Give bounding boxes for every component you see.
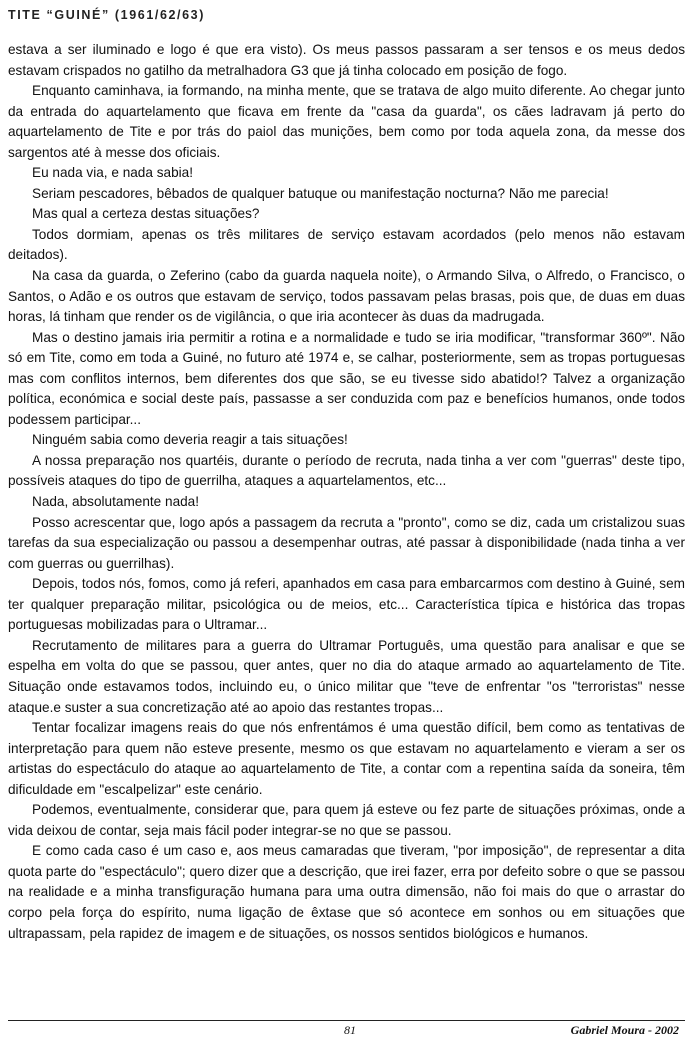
running-header: TITE “GUINÉ” (1961/62/63) — [8, 8, 206, 22]
footer-author: Gabriel Moura - 2002 — [570, 1023, 679, 1037]
paragraph: Seriam pescadores, bêbados de qualquer batuque ou manifestação nocturna? Não me parecia! — [32, 185, 609, 201]
paragraph: Recrutamento de militares para a guerra do Ultramar Português, uma questão para analisar e que se espelha em volta do que se passou, quer antes, quer no dia do ataque armado ao aquartelamento de Tite. Situação onde estavamos todos, incluindo eu, o único militar que "teve de enfrentar "os "terroristas" nesse ataque.e suster a sua concretização até ao apoio das restantes tropas... — [8, 637, 685, 715]
paragraph: Tentar focalizar imagens reais do que nós enfrentámos é uma questão difícil, bem como as tentativas de interpretação para quem não esteve presente, mesmo os que estavam no aquartelamento e vieram a ser os artistas do espectáculo do ataque ao aquartelamento de Tite, a contar com a repentina saída da soneira, têm dificuldade em "escalpelizar" este cenário. — [8, 720, 685, 797]
paragraph: Depois, todos nós, fomos, como já referi, apanhados em casa para embarcarmos com destino à Guiné, sem ter qualquer preparação militar, psicológica ou de meios, etc... Característica típica e histórica das tropas portuguesas mobilizadas para o Ultramar... — [8, 576, 685, 633]
paragraph: Na casa da guarda, o Zeferino (cabo da guarda naquela noite), o Armando Silva, o Alfredo, o Francisco, o Santos, o Adão e os outros que estavam de serviço, todos passavam pelas brasas, pois que, de duas em duas horas, lá tinham que render os de vigilância, o que iria acontecer às duas da madrugada. — [8, 268, 685, 325]
footer-rule — [8, 1020, 685, 1021]
page-number: 81 — [344, 1023, 356, 1037]
paragraph: Mas o destino jamais iria permitir a rotina e a normalidade e tudo se iria modificar, "transformar 360º". Não só em Tite, como em toda a Guiné, no futuro até 1974 e, se calhar, posteriormente, sem as tropas portuguesas mas com conflitos internos, bem diferentes dos que são, se eu tivesse sido abatido!? Talvez a organização política, económica e social deste país, passasse a ser conduzida com paz e benefícios humanos, onde todos podessem participar... — [8, 329, 685, 427]
paragraph: Posso acrescentar que, logo após a passagem da recruta a "pronto", como se diz, cada um cristalizou suas tarefas da sua especialização ou passou a desempenhar outras, até passar à disponibilidade (nada tinha a ver com guerras ou guerrilhas). — [8, 514, 685, 571]
paragraph: Mas qual a certeza destas situações? — [32, 206, 260, 222]
paragraph: Todos dormiam, apenas os três militares de serviço estavam acordados (pelo menos não estavam deitados). — [8, 226, 685, 263]
paragraph: Ninguém sabia como deveria reagir a tais situações! — [32, 432, 348, 448]
body-text — [8, 40, 685, 944]
paragraph: estava a ser iluminado e logo é que era visto). Os meus passos passaram a ser tensos e os meus dedos estavam crispados no gatilho da metralhadora G3 que já tinha colocado em posição de fogo. — [8, 42, 685, 78]
paragraph: Nada, absolutamente nada! — [32, 494, 200, 510]
paragraph: Eu nada via, e nada sabia! — [32, 165, 193, 181]
paragraph: E como cada caso é um caso e, aos meus camaradas que tiveram, "por imposição", de representar a dita quota parte do "espectáculo"; quero dizer que a descrição, que irei fazer, erra por defeito sobre o que se passou na realidade e a minha transfiguração humana para uma outra dimensão, não foi mais do que o arrastar do corpo pela força do espírito, numa ligação de êxtase que só acontece em sonhos ou em situações que ultrapassam, pela rapidez de imagem e de situações, os nossos sentidos biológicos e humanos. — [8, 843, 685, 941]
paragraph: A nossa preparação nos quartéis, durante o período de recruta, nada tinha a ver com "guerras" deste tipo, possíveis ataques do tipo de guerrilha, ataques a aquartelamentos, etc... — [8, 452, 685, 489]
paragraph: Podemos, eventualmente, considerar que, para quem já esteve ou fez parte de situações próximas, onde a vida deixou de contar, seja mais fácil poder integrar-se no que se passou. — [8, 802, 685, 838]
paragraph: Enquanto caminhava, ia formando, na minha mente, que se tratava de algo muito diferente. Ao chegar junto da entrada do aquartelamento que ficava em frente da "casa da guarda", os cães ladravam já perto do aquartelamento de Tite e por trás do paiol das munições, bem como por toda aquela zona, da messe dos sargentos até à messe dos oficiais. — [8, 83, 685, 160]
